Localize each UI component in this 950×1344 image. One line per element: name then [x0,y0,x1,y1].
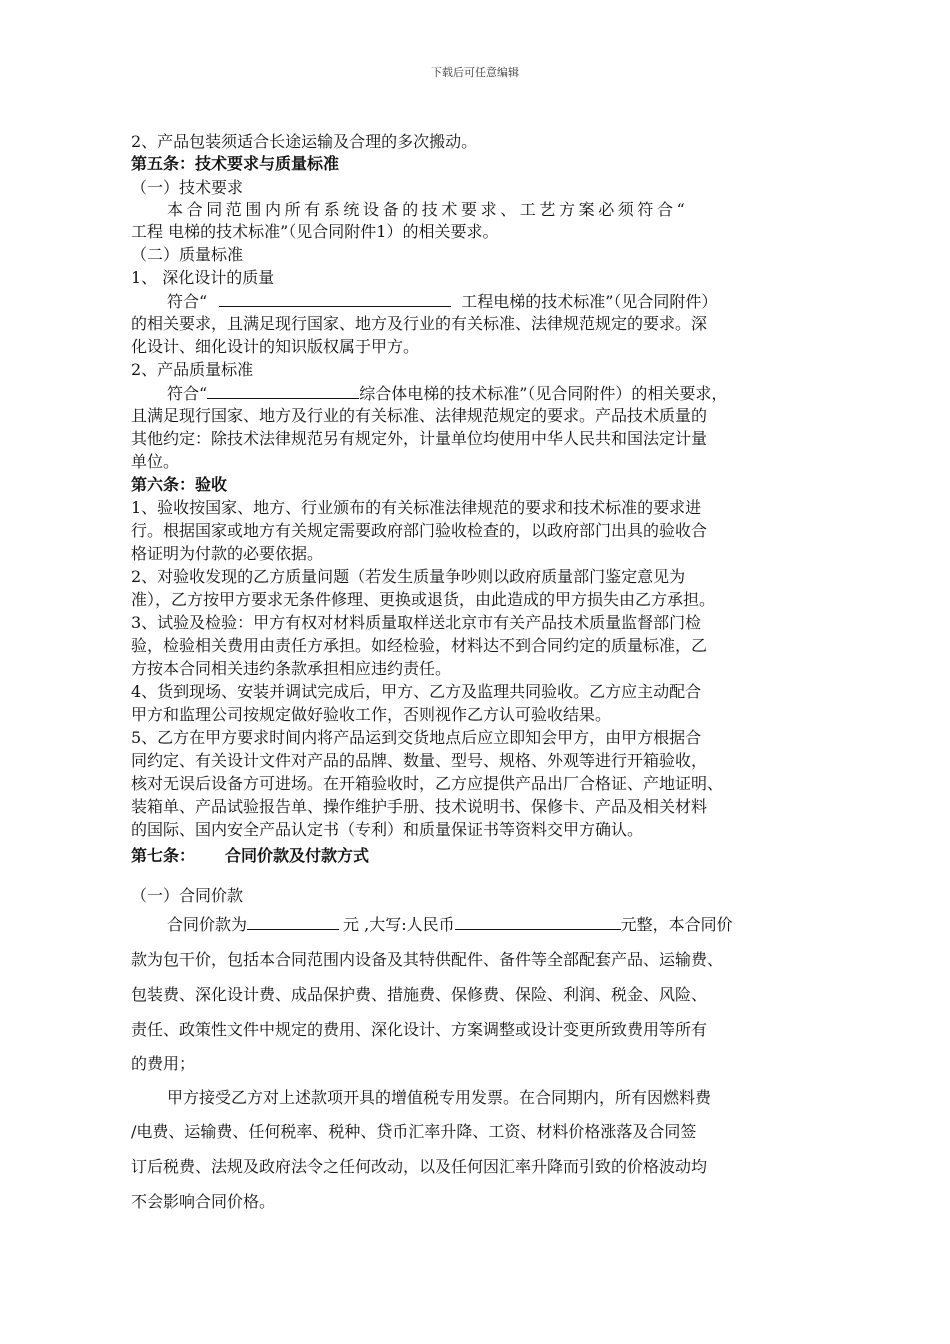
subsection-heading: （一）合同价款 [131,886,244,905]
clause-line: 准），乙方按甲方要求无条件修理、更换或退货，由此造成的甲方损失由乙方承担。 [131,590,716,609]
clause-line: 装箱单、产品试验报告单、操作维护手册、技术说明书、保修卡、产品及相关材料 [131,797,708,816]
blank-field [455,914,621,930]
paragraph-line: 本合同范围内所有系统设备的技术要求、工艺方案必须符合“ [167,200,689,219]
subsection-heading: （二）质量标准 [131,245,244,264]
paragraph-line: 单位。 [131,452,180,471]
clause-line: 核对无误后设备方可进场。在开箱验收时，乙方应提供产品出厂合格证、产地证明、 [131,774,724,793]
paragraph-line: 包装费、深化设计费、成品保护费、措施费、保修费、保险、利润、税金、风险、 [131,985,708,1004]
section-heading-7 [131,846,369,866]
paragraph-line: 甲方接受乙方对上述款项开具的增值税专用发票。在合同期内，所有因燃料费 [167,1088,712,1107]
paragraph-line: 的相关要求，且满足现行国家、地方及行业的有关标准、法律规范规定的要求。深 [131,314,708,333]
paragraph-line: 的费用； [131,1054,196,1073]
paragraph-line [167,914,733,935]
section-heading-5: 第五条：技术要求与质量标准 [131,154,340,173]
clause-line: 行。根据国家或地方有关规定需要政府部门验收检查的，以政府部门出具的验收合 [131,521,708,540]
clause-line: 4、货到现场、安装并调试完成后，甲方、乙方及监理共同验收。乙方应主动配合 [131,682,702,701]
clause-line: 同约定、有关设计文件对产品的品牌、数量、型号、规格、外观等进行开箱验收， [131,751,708,770]
clause-line: 3、试验及检验：甲方有权对材料质量取样送北京市有关产品技术质量监督部门检 [131,613,702,632]
blank-field [207,383,359,399]
clause-line: 2、对验收发现的乙方质量问题（若发生质量争吵则以政府质量部门鉴定意见为 [131,567,686,586]
text-fragment: 元整，本合同价 [620,915,733,934]
text-fragment: 符合“ [167,292,208,311]
paragraph-line: 且满足现行国家、地方及行业的有关标准、法律规范规定的要求。产品技术质量的 [131,406,708,425]
clause-line: 验，检验相关费用由责任方承担。如经检验，材料达不到合同约定的质量标准，乙 [131,636,708,655]
paragraph-line: 订后税费、法规及政府法令之任何改动，以及任何因汇率升降而引致的价格波动均 [131,1157,708,1176]
clause-line: 甲方和监理公司按规定做好验收工作，否则视作乙方认可验收结果。 [131,705,612,724]
page-header: 下载后可任意编辑 [431,66,519,79]
clause-line: 1、验收按国家、地方、行业颁布的有关标准法律规范的要求和技术标准的要求进 [131,498,702,517]
text-fragment: 综合体电梯的技术标准”（见合同附件）的相关要求， [359,384,728,403]
clause-line: 的国际、国内安全产品认定书（专利）和质量保证书等资料交甲方确认。 [131,820,644,839]
section-title: 合同价款及付款方式 [225,846,370,865]
text-fragment: 合同价款为 [167,915,248,934]
text-fragment: 符合“ [167,384,208,403]
text-fragment: 元 ,大写:人民币 [343,915,455,934]
clause-line: 格证明为付款的必要依据。 [131,544,324,563]
paragraph-line: 不会影响合同价格。 [131,1192,276,1211]
blank-field [247,914,339,930]
section-number: 第七条： [131,846,196,865]
clause-line: 方按本合同相关违约条款承担相应违约责任。 [131,659,452,678]
paragraph-line: 款为包干价，包括本合同范围内设备及其特供配件、备件等全部配套产品、运输费、 [131,950,724,969]
paragraph-line [167,383,727,404]
clause-line: 2、产品包装须适合长途运输及合理的多次搬动。 [131,132,478,151]
blank-field [219,291,451,307]
paragraph-line: 化设计、细化设计的知识版权属于甲方。 [131,337,420,356]
clause-line: 2、产品质量标准 [131,360,254,379]
clause-line: 5、乙方在甲方要求时间内将产品运到交货地点后应立即知会甲方，由甲方根据合 [131,728,702,747]
paragraph-line: 工程 电梯的技术标准”（见合同附件1）的相关要求。 [131,222,499,241]
section-heading-6: 第六条：验收 [131,475,228,494]
clause-line: 1、 深化设计的质量 [131,268,275,287]
paragraph-line: /电费、运输费、任何税率、税种、贷币汇率升降、工资、材料价格涨落及合同签 [131,1122,697,1141]
paragraph-line: 其他约定：除技术法律规范另有规定外，计量单位均使用中华人民共和国法定计量 [131,429,708,448]
text-fragment: 工程电梯的技术标准”（见合同附件） [461,292,718,311]
paragraph-line: 责任、政策性文件中规定的费用、深化设计、方案调整或设计变更所致费用等所有 [131,1020,708,1039]
paragraph-line [167,291,717,312]
subsection-heading: （一）技术要求 [131,178,244,197]
